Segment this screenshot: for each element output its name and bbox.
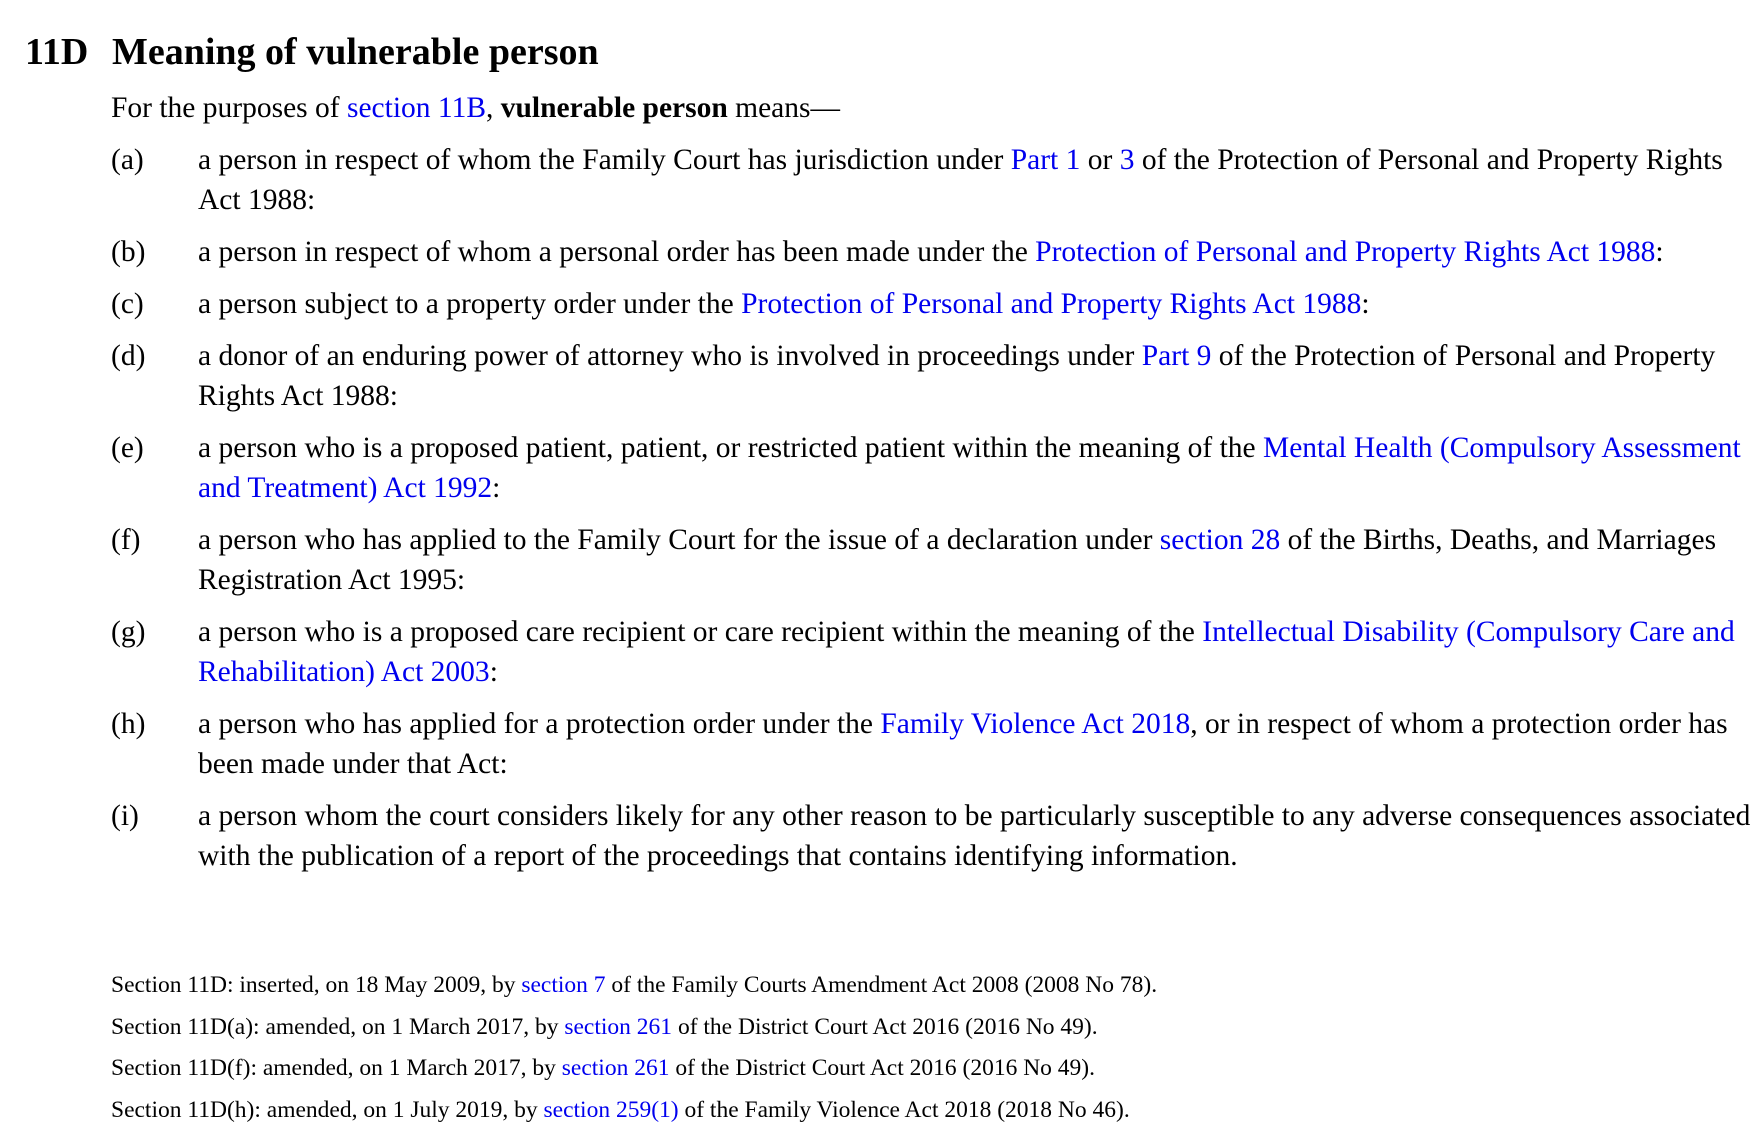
clause-text-segment: of the Births, Deaths, and Marriages Registration Act 1995:	[198, 524, 1717, 596]
note-text-after: of the District Court Act 2016 (2016 No 49).	[669, 1055, 1096, 1081]
clause-text	[198, 612, 1751, 692]
history-note	[111, 1090, 1157, 1132]
clause-list	[111, 140, 1751, 888]
section-title: Meaning of vulnerable person	[112, 31, 599, 73]
clause-text-segment: of the Protection of Personal and Property Rights Act 1988:	[198, 144, 1723, 216]
clause-text	[198, 520, 1751, 600]
amending-section-link[interactable]: section 261	[564, 1013, 673, 1040]
clause-text-segment: or	[1080, 144, 1120, 176]
amending-section-link[interactable]: section 7	[521, 972, 606, 998]
clause-text-segment: , or in respect of whom a protection order has been made under that Act:	[198, 708, 1728, 780]
amending-section-link[interactable]: section 259(1)	[543, 1096, 679, 1123]
clause-item	[111, 612, 1751, 692]
clause-label: (f)	[111, 524, 141, 556]
clause-text-segment: a person who is a proposed patient, patient, or restricted patient within the meaning of the	[198, 432, 1263, 464]
intro-comma: ,	[486, 92, 501, 124]
clause-item	[111, 796, 1751, 876]
clause-item	[111, 428, 1751, 508]
history-note	[111, 1007, 1157, 1049]
clause-label: (d)	[111, 340, 146, 372]
defined-term: vulnerable person	[500, 92, 728, 124]
clause-text	[198, 796, 1751, 876]
clause-item	[111, 520, 1751, 600]
clause-label: (h)	[111, 708, 146, 740]
intro-text-before: For the purposes of	[111, 92, 347, 124]
clause-text-segment: a person in respect of whom a personal order has been made under the	[198, 236, 1036, 268]
clause-reference-link[interactable]: Family Violence Act 2018	[880, 708, 1191, 740]
note-text-after: of the Family Violence Act 2018 (2018 No 46).	[678, 1096, 1130, 1123]
clause-text-segment: a person who has applied to the Family Court for the issue of a declaration under	[198, 524, 1160, 556]
clause-item	[111, 336, 1751, 416]
clause-reference-link[interactable]: 3	[1119, 144, 1135, 176]
section-11b-link[interactable]: section 11B	[346, 92, 487, 124]
clause-reference-link[interactable]: Part 9	[1141, 340, 1212, 372]
note-text-after: of the Family Courts Amendment Act 2008 (2008 No 78).	[605, 972, 1158, 998]
clause-reference-link[interactable]: Mental Health (Compulsory Assessment and Treatment) Act 1992	[198, 432, 1741, 504]
note-text-after: of the District Court Act 2016 (2016 No 49).	[672, 1013, 1098, 1040]
clause-label: (b)	[111, 236, 146, 268]
note-text-before: Section 11D(h): amended, on 1 July 2019, by	[111, 1096, 544, 1123]
clause-reference-link[interactable]: section 28	[1159, 524, 1281, 556]
clause-text-segment: of the Protection of Personal and Property Rights Act 1988:	[198, 340, 1716, 412]
clause-text-segment: a donor of an enduring power of attorney who is involved in proceedings under	[198, 340, 1142, 372]
clause-reference-link[interactable]: Part 1	[1010, 144, 1081, 176]
clause-text-segment: a person subject to a property order under the	[198, 288, 742, 320]
history-note	[111, 965, 1157, 1007]
note-text-before: Section 11D: inserted, on 18 May 2009, by	[111, 972, 522, 998]
history-note	[111, 1048, 1157, 1090]
clause-label: (e)	[111, 432, 144, 464]
intro-text-after: means—	[727, 92, 841, 124]
note-text-before: Section 11D(f): amended, on 1 March 2017, by	[111, 1055, 562, 1081]
section-number: 11D	[25, 31, 89, 73]
clause-text-segment: :	[1361, 288, 1370, 320]
clause-label: (i)	[111, 800, 139, 832]
clause-reference-link[interactable]: Protection of Personal and Property Rights Act 1988	[1035, 236, 1656, 268]
clause-text-segment: a person who is a proposed care recipient or care recipient within the meaning of the	[198, 616, 1203, 648]
clause-reference-link[interactable]: Intellectual Disability (Compulsory Care and Rehabilitation) Act 2003	[198, 616, 1735, 688]
clause-text-segment: :	[1655, 236, 1664, 268]
clause-text	[198, 704, 1751, 784]
definition-intro	[111, 86, 840, 130]
clause-item	[111, 284, 1751, 324]
clause-text	[198, 336, 1751, 416]
history-notes	[111, 965, 1157, 1131]
clause-text	[198, 284, 1751, 324]
clause-item	[111, 140, 1751, 220]
clause-text	[198, 428, 1751, 508]
amending-section-link[interactable]: section 261	[561, 1055, 670, 1081]
clause-text-segment: a person whom the court considers likely for any other reason to be particularly susceptible to any adverse consequences associated with the publication of a report of the proceedings that contains identifying information.	[198, 800, 1751, 872]
clause-text-segment: :	[492, 472, 501, 504]
clause-text	[198, 140, 1751, 220]
clause-label: (c)	[111, 288, 144, 320]
clause-label: (g)	[111, 616, 146, 648]
clause-text-segment: :	[489, 656, 498, 688]
note-text-before: Section 11D(a): amended, on 1 March 2017, by	[111, 1013, 565, 1040]
clause-text-segment: a person in respect of whom the Family Court has jurisdiction under	[198, 144, 1011, 176]
clause-item	[111, 232, 1751, 272]
section-heading	[25, 24, 599, 80]
clause-text	[198, 232, 1751, 272]
clause-item	[111, 704, 1751, 784]
clause-text-segment: a person who has applied for a protection order under the	[198, 708, 881, 740]
clause-reference-link[interactable]: Protection of Personal and Property Rights Act 1988	[741, 288, 1362, 320]
clause-label: (a)	[111, 144, 144, 176]
